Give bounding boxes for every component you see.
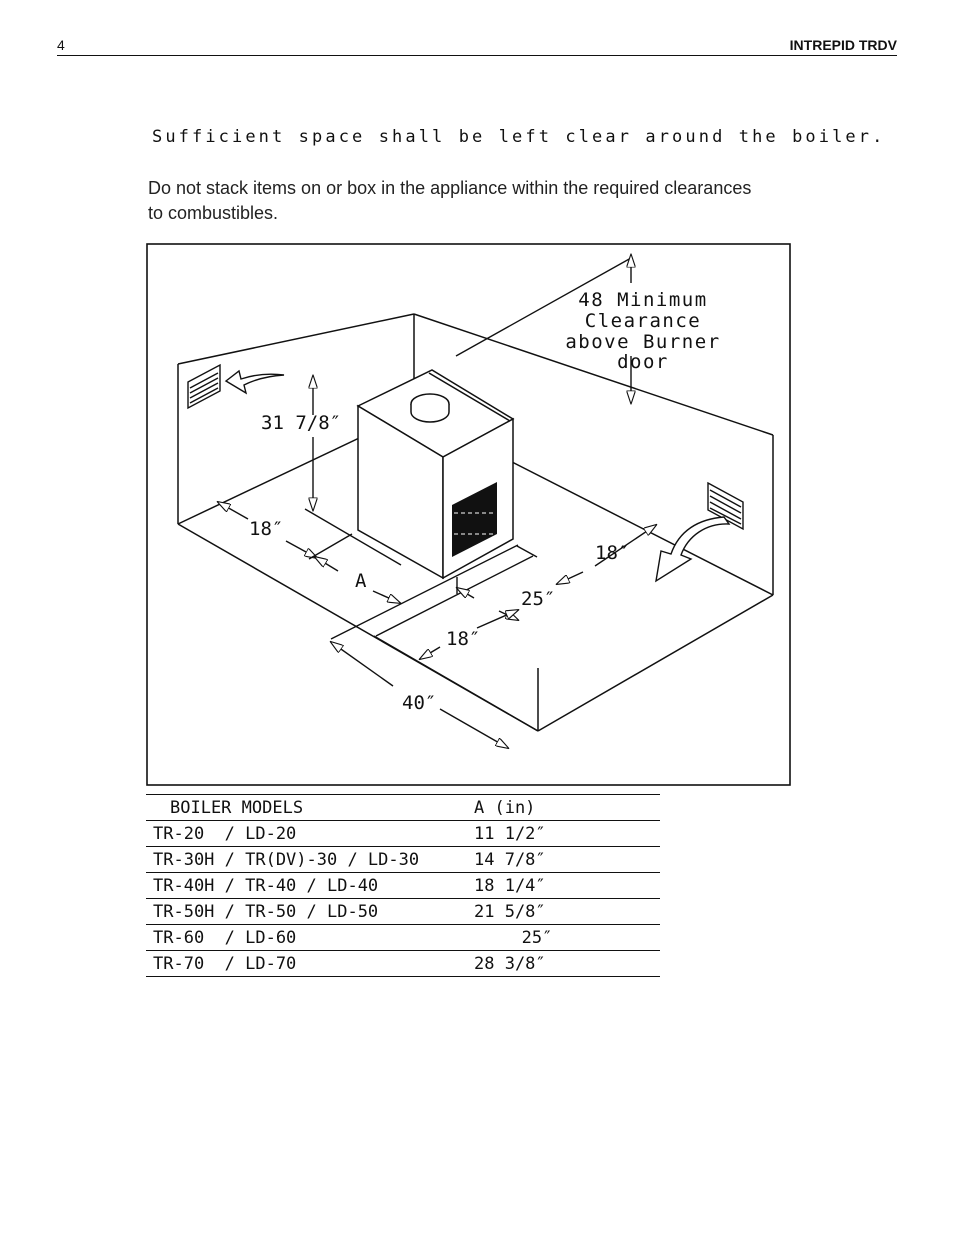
table-row	[146, 899, 660, 925]
document-title: INTREPID TRDV	[789, 37, 897, 53]
table-row	[146, 951, 660, 977]
table-header-row	[146, 795, 660, 821]
left-side-label: 18″	[249, 518, 284, 540]
header-rule	[57, 55, 897, 56]
model-cell: TR-40H / TR-40 / LD-40	[146, 873, 462, 899]
height-label: 31 7/8″	[261, 412, 342, 434]
table-row	[146, 847, 660, 873]
right-side-label: 18″	[595, 542, 630, 564]
front-label: 18″	[446, 628, 481, 650]
page-number: 4	[57, 37, 65, 53]
model-cell: TR-50H / TR-50 / LD-50	[146, 899, 462, 925]
model-cell: TR-70 / LD-70	[146, 951, 462, 977]
model-cell: TR-60 / LD-60	[146, 925, 462, 951]
overhead-clearance-line-3: above Burner	[565, 331, 721, 353]
boiler-cabinet	[358, 370, 513, 578]
overhead-clearance-line-4: door	[617, 351, 669, 373]
a-label: A	[355, 570, 367, 592]
a-value-cell: 18 1/4″	[462, 873, 660, 899]
a-value-cell: 28 3/8″	[462, 951, 660, 977]
intake-airflow-arrow	[226, 371, 284, 393]
boiler-models-table	[146, 794, 660, 977]
table-row	[146, 873, 660, 899]
a-value-cell: 21 5/8″	[462, 899, 660, 925]
table-row	[146, 821, 660, 847]
a-value-cell: 25″	[462, 925, 660, 951]
column-header-models: BOILER MODELS	[146, 795, 462, 821]
a-value-cell: 14 7/8″	[462, 847, 660, 873]
stacking-instruction: Do not stack items on or box in the appliance within the required clearances to combustibles.	[148, 178, 752, 223]
clearance-diagram	[146, 243, 792, 788]
model-cell: TR-30H / TR(DV)-30 / LD-30	[146, 847, 462, 873]
overhead-clearance-line-2: Clearance	[584, 310, 702, 332]
exhaust-airflow-arrow	[656, 517, 729, 581]
width-label: 40″	[402, 692, 437, 714]
clearance-notice: Sufficient space shall be left clear around the boiler.	[152, 127, 886, 147]
table-row	[146, 925, 660, 951]
a-value-cell: 11 1/2″	[462, 821, 660, 847]
overhead-clearance-line-1: 48 Minimum	[578, 289, 708, 311]
depth-label: 25″	[521, 588, 556, 610]
model-cell: TR-20 / LD-20	[146, 821, 462, 847]
column-header-a: A (in)	[462, 795, 660, 821]
left-vent-icon	[188, 365, 220, 408]
right-side-dimension	[517, 525, 656, 584]
